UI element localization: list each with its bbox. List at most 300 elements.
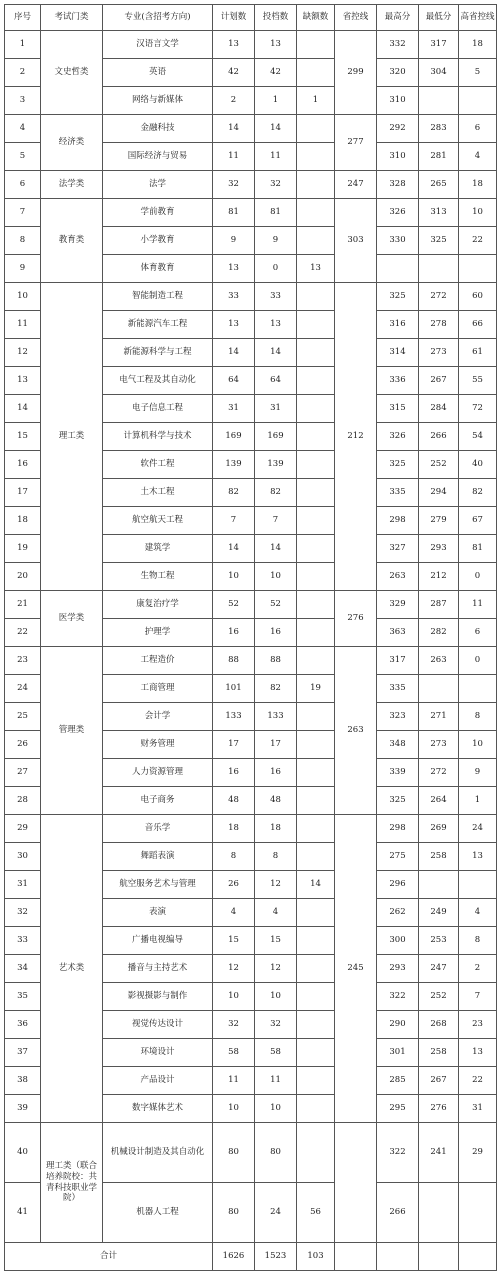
filed-cell: 11 [255, 143, 297, 171]
shortfall-cell: 13 [297, 255, 335, 283]
major-cell: 电子信息工程 [103, 395, 213, 423]
row-no: 1 [5, 31, 41, 59]
total-label: 合计 [5, 1243, 213, 1271]
control-line-cell: 299 [335, 31, 377, 115]
major-cell: 智能制造工程 [103, 283, 213, 311]
shortfall-cell [297, 955, 335, 983]
table-row [5, 647, 497, 675]
max-score-cell: 310 [377, 87, 419, 115]
major-cell: 播音与主持艺术 [103, 955, 213, 983]
above-line-cell: 13 [459, 1039, 497, 1067]
max-score-cell: 314 [377, 339, 419, 367]
header-no: 序号 [5, 5, 41, 31]
row-no: 8 [5, 227, 41, 255]
row-no: 25 [5, 703, 41, 731]
plan-cell: 7 [213, 507, 255, 535]
major-cell: 计算机科学与技术 [103, 423, 213, 451]
category-label: 法学类 [58, 179, 85, 190]
plan-cell: 88 [213, 647, 255, 675]
plan-cell: 13 [213, 311, 255, 339]
row-no: 9 [5, 255, 41, 283]
filed-cell: 52 [255, 591, 297, 619]
above-line-cell: 8 [459, 703, 497, 731]
shortfall-cell [297, 423, 335, 451]
plan-cell: 4 [213, 899, 255, 927]
min-score-cell: 268 [419, 1011, 459, 1039]
major-cell: 软件工程 [103, 451, 213, 479]
major-cell: 国际经济与贸易 [103, 143, 213, 171]
above-line-cell: 67 [459, 507, 497, 535]
min-score-cell: 258 [419, 1039, 459, 1067]
plan-cell: 48 [213, 787, 255, 815]
category-label: 理工类（联合培养院校：共青科技职业学院） [45, 1161, 97, 1204]
row-no: 7 [5, 199, 41, 227]
filed-cell: 15 [255, 927, 297, 955]
header-major: 专业(含招考方向) [103, 5, 213, 31]
max-score-cell: 320 [377, 59, 419, 87]
plan-cell: 8 [213, 843, 255, 871]
control-line-cell: 245 [335, 815, 377, 1123]
major-cell: 广播电视编导 [103, 927, 213, 955]
filed-cell: 81 [255, 199, 297, 227]
min-score-cell [419, 87, 459, 115]
shortfall-cell: 56 [297, 1183, 335, 1243]
above-line-cell [459, 1183, 497, 1243]
major-cell: 英语 [103, 59, 213, 87]
filed-cell: 13 [255, 311, 297, 339]
major-cell: 机械设计制造及其自动化 [103, 1123, 213, 1183]
row-no: 14 [5, 395, 41, 423]
max-score-cell: 323 [377, 703, 419, 731]
filed-cell: 8 [255, 843, 297, 871]
shortfall-cell [297, 843, 335, 871]
filed-cell: 10 [255, 983, 297, 1011]
plan-cell: 82 [213, 479, 255, 507]
above-line-cell: 54 [459, 423, 497, 451]
plan-cell: 80 [213, 1123, 255, 1183]
min-score-cell: 325 [419, 227, 459, 255]
shortfall-cell [297, 1095, 335, 1123]
major-cell: 护理学 [103, 619, 213, 647]
major-cell: 学前教育 [103, 199, 213, 227]
header-max-score: 最高分 [377, 5, 419, 31]
header-above-line: 高省控线 [459, 5, 497, 31]
max-score-cell: 326 [377, 199, 419, 227]
plan-cell: 31 [213, 395, 255, 423]
filed-cell: 18 [255, 815, 297, 843]
filed-cell: 82 [255, 675, 297, 703]
min-score-cell [419, 675, 459, 703]
shortfall-cell: 14 [297, 871, 335, 899]
min-score-cell: 249 [419, 899, 459, 927]
plan-cell: 13 [213, 255, 255, 283]
row-no: 5 [5, 143, 41, 171]
max-score-cell: 310 [377, 143, 419, 171]
above-line-cell: 10 [459, 731, 497, 759]
row-no: 24 [5, 675, 41, 703]
above-line-cell: 0 [459, 563, 497, 591]
max-score-cell: 325 [377, 283, 419, 311]
filed-cell: 0 [255, 255, 297, 283]
row-no: 27 [5, 759, 41, 787]
filed-cell: 14 [255, 339, 297, 367]
header-shortfall: 缺额数 [297, 5, 335, 31]
row-no: 19 [5, 535, 41, 563]
table-row [5, 31, 497, 59]
filed-cell: 42 [255, 59, 297, 87]
shortfall-cell [297, 451, 335, 479]
min-score-cell: 267 [419, 1067, 459, 1095]
row-no: 10 [5, 283, 41, 311]
major-cell: 汉语言文学 [103, 31, 213, 59]
shortfall-cell [297, 507, 335, 535]
above-line-cell [459, 871, 497, 899]
filed-cell: 17 [255, 731, 297, 759]
above-line-cell: 23 [459, 1011, 497, 1039]
row-no: 23 [5, 647, 41, 675]
row-no: 22 [5, 619, 41, 647]
category-label: 艺术类 [58, 963, 85, 974]
filed-cell: 82 [255, 479, 297, 507]
max-score-cell: 298 [377, 507, 419, 535]
max-score-cell: 329 [377, 591, 419, 619]
above-line-cell [459, 87, 497, 115]
max-score-cell: 363 [377, 619, 419, 647]
filed-cell: 24 [255, 1183, 297, 1243]
category-label: 医学类 [58, 613, 85, 624]
max-score-cell: 301 [377, 1039, 419, 1067]
filed-cell: 31 [255, 395, 297, 423]
row-no: 31 [5, 871, 41, 899]
plan-cell: 10 [213, 563, 255, 591]
max-score-cell: 328 [377, 171, 419, 199]
shortfall-cell [297, 283, 335, 311]
shortfall-cell [297, 479, 335, 507]
category-label: 经济类 [58, 137, 85, 148]
max-score-cell: 322 [377, 983, 419, 1011]
shortfall-cell [297, 619, 335, 647]
plan-cell: 52 [213, 591, 255, 619]
max-score-cell: 335 [377, 675, 419, 703]
category-cell [41, 283, 103, 591]
max-score-cell: 292 [377, 115, 419, 143]
filed-cell: 10 [255, 1095, 297, 1123]
major-cell: 体育教育 [103, 255, 213, 283]
above-line-cell [459, 255, 497, 283]
row-no: 18 [5, 507, 41, 535]
above-line-cell: 61 [459, 339, 497, 367]
control-line-cell: 263 [335, 647, 377, 815]
category-cell [41, 31, 103, 115]
filed-cell: 32 [255, 171, 297, 199]
shortfall-cell [297, 199, 335, 227]
max-score-cell: 330 [377, 227, 419, 255]
max-score-cell: 263 [377, 563, 419, 591]
above-line-cell: 66 [459, 311, 497, 339]
max-score-cell: 262 [377, 899, 419, 927]
major-cell: 工商管理 [103, 675, 213, 703]
major-cell: 法学 [103, 171, 213, 199]
above-line-cell [459, 675, 497, 703]
plan-cell: 2 [213, 87, 255, 115]
min-score-cell: 278 [419, 311, 459, 339]
row-no: 26 [5, 731, 41, 759]
filed-cell: 139 [255, 451, 297, 479]
filed-cell: 16 [255, 759, 297, 787]
header-control-line: 省控线 [335, 5, 377, 31]
row-no: 35 [5, 983, 41, 1011]
plan-cell: 26 [213, 871, 255, 899]
category-label: 教育类 [58, 235, 85, 246]
filed-cell: 13 [255, 31, 297, 59]
major-cell: 表演 [103, 899, 213, 927]
major-cell: 网络与新媒体 [103, 87, 213, 115]
row-no: 29 [5, 815, 41, 843]
category-cell [41, 199, 103, 283]
plan-cell: 10 [213, 983, 255, 1011]
shortfall-cell [297, 171, 335, 199]
max-score-cell: 322 [377, 1123, 419, 1183]
shortfall-cell [297, 31, 335, 59]
min-score-cell: 276 [419, 1095, 459, 1123]
plan-cell: 16 [213, 759, 255, 787]
row-no: 38 [5, 1067, 41, 1095]
plan-cell: 14 [213, 339, 255, 367]
table-body [5, 31, 497, 1243]
category-cell [41, 115, 103, 171]
max-score-cell: 332 [377, 31, 419, 59]
shortfall-cell [297, 1039, 335, 1067]
min-score-cell: 247 [419, 955, 459, 983]
control-line-cell: 247 [335, 171, 377, 199]
major-cell: 电气工程及其自动化 [103, 367, 213, 395]
major-cell: 航空航天工程 [103, 507, 213, 535]
category-label: 文史哲类 [54, 67, 89, 78]
control-line-cell: 277 [335, 115, 377, 171]
filed-cell: 80 [255, 1123, 297, 1183]
plan-cell: 9 [213, 227, 255, 255]
major-cell: 工程造价 [103, 647, 213, 675]
shortfall-cell [297, 591, 335, 619]
shortfall-cell [297, 339, 335, 367]
shortfall-cell [297, 1011, 335, 1039]
max-score-cell: 317 [377, 647, 419, 675]
total-above-line [459, 1243, 497, 1271]
min-score-cell: 281 [419, 143, 459, 171]
row-no: 40 [5, 1123, 41, 1183]
header-filed: 投档数 [255, 5, 297, 31]
major-cell: 建筑学 [103, 535, 213, 563]
plan-cell: 81 [213, 199, 255, 227]
above-line-cell: 10 [459, 199, 497, 227]
total-min-score [419, 1243, 459, 1271]
above-line-cell: 11 [459, 591, 497, 619]
min-score-cell: 264 [419, 787, 459, 815]
filed-cell: 58 [255, 1039, 297, 1067]
filed-cell: 11 [255, 1067, 297, 1095]
control-line-cell: 212 [335, 283, 377, 591]
min-score-cell: 313 [419, 199, 459, 227]
shortfall-cell [297, 1123, 335, 1183]
major-cell: 会计学 [103, 703, 213, 731]
min-score-cell: 287 [419, 591, 459, 619]
min-score-cell: 266 [419, 423, 459, 451]
total-max-score [377, 1243, 419, 1271]
min-score-cell: 271 [419, 703, 459, 731]
min-score-cell: 317 [419, 31, 459, 59]
row-no: 6 [5, 171, 41, 199]
plan-cell: 14 [213, 535, 255, 563]
max-score-cell: 339 [377, 759, 419, 787]
filed-cell: 88 [255, 647, 297, 675]
max-score-cell: 348 [377, 731, 419, 759]
min-score-cell: 283 [419, 115, 459, 143]
min-score-cell: 279 [419, 507, 459, 535]
min-score-cell: 263 [419, 647, 459, 675]
filed-cell: 4 [255, 899, 297, 927]
row-no: 11 [5, 311, 41, 339]
above-line-cell: 7 [459, 983, 497, 1011]
filed-cell: 9 [255, 227, 297, 255]
row-no: 13 [5, 367, 41, 395]
filed-cell: 16 [255, 619, 297, 647]
filed-cell: 33 [255, 283, 297, 311]
above-line-cell: 9 [459, 759, 497, 787]
row-no: 30 [5, 843, 41, 871]
filed-cell: 10 [255, 563, 297, 591]
above-line-cell: 29 [459, 1123, 497, 1183]
major-cell: 康复治疗学 [103, 591, 213, 619]
header-plan: 计划数 [213, 5, 255, 31]
shortfall-cell [297, 787, 335, 815]
shortfall-cell [297, 927, 335, 955]
row-no: 39 [5, 1095, 41, 1123]
row-no: 17 [5, 479, 41, 507]
above-line-cell: 24 [459, 815, 497, 843]
shortfall-cell [297, 815, 335, 843]
min-score-cell: 284 [419, 395, 459, 423]
max-score-cell: 326 [377, 423, 419, 451]
category-label: 理工类 [58, 431, 85, 442]
major-cell: 环境设计 [103, 1039, 213, 1067]
filed-cell: 12 [255, 871, 297, 899]
above-line-cell: 31 [459, 1095, 497, 1123]
shortfall-cell [297, 647, 335, 675]
major-cell: 音乐学 [103, 815, 213, 843]
plan-cell: 13 [213, 31, 255, 59]
shortfall-cell [297, 227, 335, 255]
total-control-line [335, 1243, 377, 1271]
plan-cell: 11 [213, 1067, 255, 1095]
above-line-cell: 0 [459, 647, 497, 675]
filed-cell: 133 [255, 703, 297, 731]
above-line-cell: 5 [459, 59, 497, 87]
plan-cell: 169 [213, 423, 255, 451]
plan-cell: 42 [213, 59, 255, 87]
above-line-cell: 8 [459, 927, 497, 955]
total-row [5, 1243, 497, 1271]
plan-cell: 101 [213, 675, 255, 703]
above-line-cell: 81 [459, 535, 497, 563]
shortfall-cell [297, 899, 335, 927]
min-score-cell: 273 [419, 731, 459, 759]
min-score-cell: 272 [419, 283, 459, 311]
row-no: 34 [5, 955, 41, 983]
above-line-cell: 22 [459, 1067, 497, 1095]
filed-cell: 14 [255, 535, 297, 563]
max-score-cell: 300 [377, 927, 419, 955]
filed-cell: 48 [255, 787, 297, 815]
min-score-cell: 272 [419, 759, 459, 787]
plan-cell: 64 [213, 367, 255, 395]
max-score-cell: 336 [377, 367, 419, 395]
control-line-cell: 303 [335, 199, 377, 283]
shortfall-cell [297, 1067, 335, 1095]
table-row [5, 591, 497, 619]
row-no: 37 [5, 1039, 41, 1067]
major-cell: 产品设计 [103, 1067, 213, 1095]
filed-cell: 64 [255, 367, 297, 395]
max-score-cell: 285 [377, 1067, 419, 1095]
min-score-cell: 252 [419, 451, 459, 479]
shortfall-cell [297, 395, 335, 423]
min-score-cell: 269 [419, 815, 459, 843]
above-line-cell: 6 [459, 619, 497, 647]
table-row [5, 283, 497, 311]
max-score-cell: 298 [377, 815, 419, 843]
above-line-cell: 72 [459, 395, 497, 423]
category-label: 管理类 [58, 725, 85, 736]
shortfall-cell [297, 311, 335, 339]
max-score-cell: 266 [377, 1183, 419, 1243]
shortfall-cell [297, 115, 335, 143]
plan-cell: 15 [213, 927, 255, 955]
row-no: 3 [5, 87, 41, 115]
major-cell: 航空服务艺术与管理 [103, 871, 213, 899]
filed-cell: 14 [255, 115, 297, 143]
row-no: 41 [5, 1183, 41, 1243]
min-score-cell: 304 [419, 59, 459, 87]
major-cell: 新能源科学与工程 [103, 339, 213, 367]
plan-cell: 12 [213, 955, 255, 983]
header-row [5, 5, 497, 31]
min-score-cell: 282 [419, 619, 459, 647]
above-line-cell: 22 [459, 227, 497, 255]
row-no: 32 [5, 899, 41, 927]
max-score-cell: 295 [377, 1095, 419, 1123]
shortfall-cell [297, 143, 335, 171]
major-cell: 土木工程 [103, 479, 213, 507]
header-category: 考试门类 [41, 5, 103, 31]
major-cell: 数字媒体艺术 [103, 1095, 213, 1123]
max-score-cell: 325 [377, 787, 419, 815]
min-score-cell: 267 [419, 367, 459, 395]
plan-cell: 139 [213, 451, 255, 479]
plan-cell: 80 [213, 1183, 255, 1243]
filed-cell: 1 [255, 87, 297, 115]
plan-cell: 16 [213, 619, 255, 647]
major-cell: 财务管理 [103, 731, 213, 759]
min-score-cell [419, 255, 459, 283]
shortfall-cell [297, 535, 335, 563]
max-score-cell: 296 [377, 871, 419, 899]
shortfall-cell [297, 367, 335, 395]
major-cell: 机器人工程 [103, 1183, 213, 1243]
shortfall-cell: 19 [297, 675, 335, 703]
min-score-cell: 252 [419, 983, 459, 1011]
control-line-cell: 276 [335, 591, 377, 647]
plan-cell: 11 [213, 143, 255, 171]
